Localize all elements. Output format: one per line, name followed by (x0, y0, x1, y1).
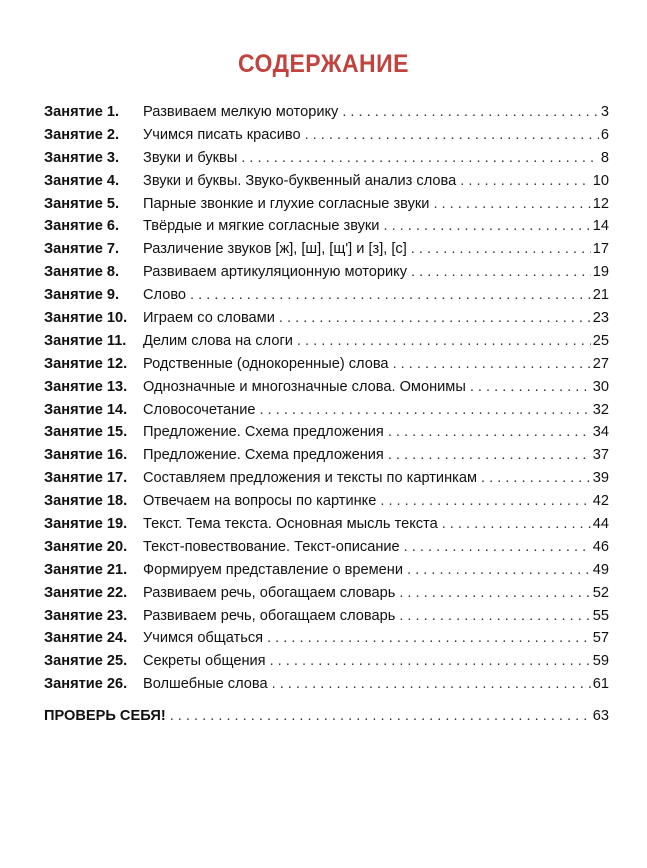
page-number: 61 (592, 676, 609, 693)
leader-dots (190, 284, 591, 307)
toc-row (44, 376, 609, 399)
lesson-number: Занятие 16. (44, 447, 128, 464)
lesson-number: Занятие 2. (44, 126, 120, 143)
lesson-title: Формируем представление о времени (143, 561, 404, 578)
leader-dots (241, 147, 599, 170)
leader-dots (297, 330, 591, 353)
lesson-title: Развиваем артикуляционную моторику (143, 264, 408, 281)
toc-row (44, 284, 609, 307)
lesson-title: Развиваем речь, обогащаем словарь (143, 584, 396, 601)
toc-row (44, 170, 609, 193)
toc-row (44, 238, 609, 261)
toc-row (44, 627, 609, 650)
page-number: 3 (600, 104, 609, 120)
toc-row (44, 467, 609, 490)
page-number: 49 (592, 561, 609, 578)
lesson-number: Занятие 9. (44, 287, 120, 304)
toc-entry (143, 330, 609, 353)
leader-dots (404, 536, 591, 559)
lesson-title: Родственные (однокоренные) слова (143, 355, 389, 372)
lesson-number: Занятие 22. (44, 584, 128, 601)
final-entry-title: ПРОВЕРЬ СЕБЯ! (44, 708, 166, 724)
lesson-number: Занятие 26. (44, 676, 128, 693)
lesson-number: Занятие 17. (44, 470, 128, 487)
page-number: 57 (592, 630, 609, 647)
lesson-title: Словосочетание (143, 401, 256, 418)
page-number: 27 (592, 355, 609, 372)
toc-row (44, 536, 609, 559)
toc-entry (143, 170, 609, 193)
leader-dots (399, 605, 590, 628)
page-number: 32 (592, 401, 609, 418)
leader-dots (407, 559, 591, 582)
toc-entry (143, 353, 609, 376)
lesson-number: Занятие 5. (44, 195, 120, 212)
toc-entry (143, 559, 609, 582)
leader-dots (267, 627, 591, 650)
lesson-title: Играем со словами (143, 310, 275, 327)
lesson-number: Занятие 15. (44, 424, 128, 441)
toc-entry (143, 307, 609, 330)
toc-entry (143, 582, 609, 605)
leader-dots (383, 215, 590, 238)
lesson-title: Предложение. Схема предложения (143, 424, 384, 441)
leader-dots (411, 238, 591, 261)
leader-dots (260, 399, 591, 422)
lesson-title: Делим слова на слоги (143, 332, 293, 349)
toc-entry (143, 444, 609, 467)
lesson-number: Занятие 3. (44, 149, 120, 166)
toc-row (44, 307, 609, 330)
lesson-number: Занятие 19. (44, 516, 128, 533)
toc-row (44, 330, 609, 353)
lesson-number: Занятие 25. (44, 653, 128, 670)
leader-dots (433, 193, 590, 216)
lesson-number: Занятие 7. (44, 241, 120, 258)
lesson-title: Составляем предложения и тексты по картинкам (143, 470, 477, 487)
lesson-number: Занятие 23. (44, 607, 128, 624)
toc-entry (143, 261, 609, 284)
toc-row (44, 650, 609, 673)
final-entry-page: 63 (592, 708, 609, 724)
page-title: СОДЕРЖАНИЕ (238, 50, 409, 78)
toc-entry (143, 124, 609, 147)
lesson-title: Предложение. Схема предложения (143, 447, 384, 464)
toc-entry (143, 147, 609, 170)
toc-entry (143, 673, 609, 696)
lesson-number: Занятие 20. (44, 538, 128, 555)
lesson-title: Развиваем мелкую моторику (143, 104, 339, 120)
leader-dots (393, 353, 591, 376)
page-number: 34 (592, 424, 609, 441)
toc-entry (143, 193, 609, 216)
lesson-number: Занятие 8. (44, 264, 120, 281)
lesson-number: Занятие 18. (44, 493, 128, 510)
leader-dots (342, 101, 599, 124)
leader-dots (470, 376, 591, 399)
toc-row (44, 605, 609, 628)
page-number: 46 (592, 538, 609, 555)
toc-row (44, 147, 609, 170)
toc-row (44, 353, 609, 376)
toc-entry (143, 536, 609, 559)
lesson-title: Секреты общения (143, 653, 266, 670)
page-number: 12 (592, 195, 609, 212)
leader-dots (399, 582, 590, 605)
toc-entry (143, 215, 609, 238)
toc-entry (143, 490, 609, 513)
lesson-number: Занятие 6. (44, 218, 120, 235)
leader-dots (380, 490, 590, 513)
page-number: 44 (592, 516, 609, 533)
toc-entry (143, 238, 609, 261)
toc-entry (143, 421, 609, 444)
page-number: 30 (592, 378, 609, 395)
toc-row (44, 261, 609, 284)
leader-dots (411, 261, 591, 284)
toc-row (44, 490, 609, 513)
page-number: 19 (592, 264, 609, 281)
toc-entry (143, 376, 609, 399)
toc-row (44, 193, 609, 216)
lesson-number: Занятие 14. (44, 401, 128, 418)
page-number: 6 (600, 126, 609, 143)
toc-entry (143, 467, 609, 490)
lesson-title: Учимся общаться (143, 630, 264, 647)
lesson-number: Занятие 1. (44, 104, 120, 120)
lesson-number: Занятие 11. (44, 332, 127, 349)
toc-row (44, 124, 609, 147)
lesson-number: Занятие 21. (44, 561, 128, 578)
page-number: 59 (592, 653, 609, 670)
toc-entry (143, 284, 609, 307)
toc-entry (143, 605, 609, 628)
toc-row (44, 101, 609, 124)
page-number: 14 (592, 218, 609, 235)
leader-dots (481, 467, 591, 490)
lesson-title: Парные звонкие и глухие согласные звуки (143, 195, 430, 212)
lesson-number: Занятие 13. (44, 378, 128, 395)
lesson-title: Слово (143, 287, 187, 304)
toc-row (44, 421, 609, 444)
page-number: 8 (600, 149, 609, 166)
page-number: 17 (592, 241, 609, 258)
lesson-number: Занятие 24. (44, 630, 128, 647)
toc-entry (143, 627, 609, 650)
lesson-number: Занятие 10. (44, 310, 128, 327)
toc-row (44, 444, 609, 467)
lesson-title: Текст. Тема текста. Основная мысль текста (143, 516, 438, 533)
leader-dots (442, 513, 591, 536)
page-number: 10 (592, 172, 609, 189)
page-number: 42 (592, 493, 609, 510)
leader-dots (279, 307, 591, 330)
toc-row (44, 399, 609, 422)
lesson-title: Учимся писать красиво (143, 126, 301, 143)
toc-entry (143, 513, 609, 536)
lesson-title: Однозначные и многозначные слова. Омонимы (143, 378, 466, 395)
lesson-title: Звуки и буквы. Звуко-буквенный анализ слова (143, 172, 457, 189)
lesson-title: Волшебные слова (143, 676, 268, 693)
lesson-title: Звуки и буквы (143, 149, 238, 166)
toc-row (44, 513, 609, 536)
page-number: 23 (592, 310, 609, 327)
toc-entry (143, 101, 609, 124)
page-number: 55 (592, 607, 609, 624)
leader-dots (460, 170, 591, 193)
lesson-title: Различение звуков [ж], [ш], [щ'] и [з], [с] (143, 241, 407, 258)
lesson-number: Занятие 12. (44, 355, 128, 372)
page-number: 39 (592, 470, 609, 487)
lesson-title: Отвечаем на вопросы по картинке (143, 493, 377, 510)
leader-dots (170, 705, 591, 728)
toc-final-entry (44, 705, 609, 728)
leader-dots (388, 421, 591, 444)
page-number: 21 (592, 287, 609, 304)
toc-row (44, 215, 609, 238)
leader-dots (388, 444, 591, 467)
table-of-contents (44, 101, 609, 696)
lesson-title: Развиваем речь, обогащаем словарь (143, 607, 396, 624)
lesson-number: Занятие 4. (44, 172, 120, 189)
toc-row (44, 559, 609, 582)
page-number: 37 (592, 447, 609, 464)
leader-dots (305, 124, 599, 147)
toc-entry (143, 650, 609, 673)
toc-row (44, 582, 609, 605)
toc-entry (143, 399, 609, 422)
leader-dots (270, 650, 591, 673)
toc-row (44, 673, 609, 696)
lesson-title: Текст-повествование. Текст-описание (143, 538, 400, 555)
page-number: 25 (592, 332, 609, 349)
lesson-title: Твёрдые и мягкие согласные звуки (143, 218, 380, 235)
leader-dots (272, 673, 591, 696)
page-number: 52 (592, 584, 609, 601)
